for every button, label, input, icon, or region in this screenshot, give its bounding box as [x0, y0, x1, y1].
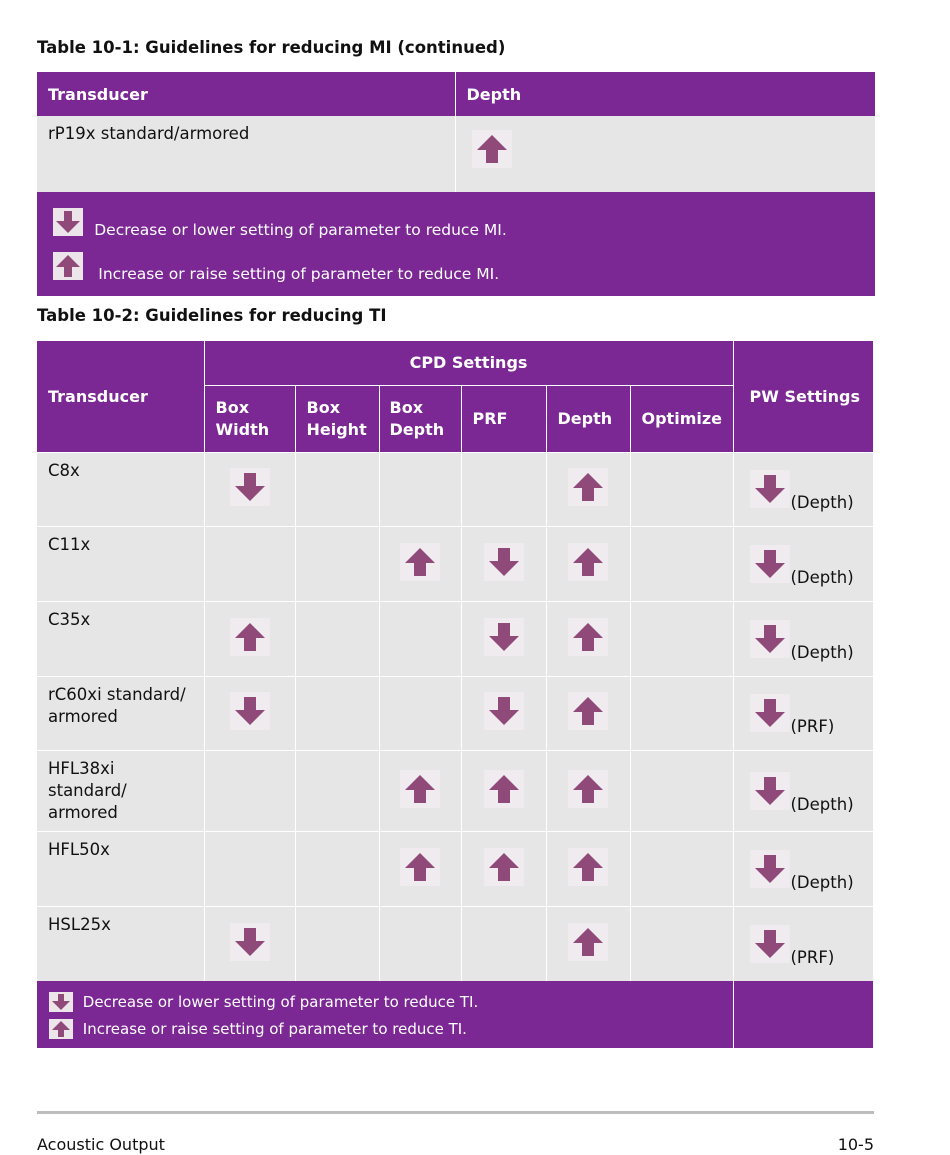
table2-header-depth: Depth: [546, 385, 630, 452]
table1-cell-transducer: rP19x standard/armored: [37, 116, 455, 192]
pw-settings-cell: [733, 601, 873, 676]
up-arrow-icon: [568, 848, 608, 886]
prf-cell: [461, 751, 546, 832]
depth-cell: [546, 832, 630, 907]
box-depth-cell: [379, 676, 461, 751]
transducer-cell: C11x: [37, 527, 204, 602]
table1-header-transducer: Transducer: [37, 72, 455, 116]
box-height-cell: [295, 452, 379, 527]
up-arrow-icon: [230, 618, 270, 656]
depth-cell: [546, 676, 630, 751]
pw-note: (Depth): [790, 493, 854, 513]
box-depth-cell: [379, 601, 461, 676]
up-arrow-icon: [400, 848, 440, 886]
optimize-cell: [630, 452, 733, 527]
up-arrow-icon: [484, 848, 524, 886]
depth-cell: [546, 751, 630, 832]
optimize-cell: [630, 527, 733, 602]
up-arrow-icon: [400, 543, 440, 581]
table-row: [37, 751, 873, 832]
box-width-cell: [204, 676, 295, 751]
table1-caption: Table 10-1: Guidelines for reducing MI (continued): [37, 38, 506, 57]
pw-settings-cell: [733, 906, 873, 981]
depth-cell: [546, 601, 630, 676]
box-width-cell: [204, 906, 295, 981]
depth-cell: [546, 906, 630, 981]
table2-header-pw-settings: PW Settings: [733, 341, 873, 452]
down-arrow-icon: [230, 468, 270, 506]
pw-note: (Depth): [790, 795, 854, 815]
depth-cell: [546, 527, 630, 602]
box-depth-cell: [379, 751, 461, 832]
table2: [37, 341, 873, 1048]
up-arrow-icon: [568, 923, 608, 961]
table2-legend: [37, 981, 733, 1048]
pw-note: (Depth): [790, 642, 854, 662]
box-width-cell: [204, 832, 295, 907]
down-arrow-icon: [750, 620, 790, 658]
down-arrow-icon: [484, 543, 524, 581]
pw-settings-cell: [733, 751, 873, 832]
table2-header-box-height: Box Height: [295, 385, 379, 452]
optimize-cell: [630, 832, 733, 907]
table2-legend-increase: Increase or raise setting of parameter to reduce TI.: [82, 1019, 467, 1038]
down-arrow-icon: [49, 992, 73, 1012]
table2-header-box-width: Box Width: [204, 385, 295, 452]
up-arrow-icon: [53, 252, 83, 280]
prf-cell: [461, 832, 546, 907]
up-arrow-icon: [484, 770, 524, 808]
table2-legend-decrease: Decrease or lower setting of parameter to reduce TI.: [82, 992, 479, 1011]
pw-settings-cell: [733, 452, 873, 527]
down-arrow-icon: [230, 692, 270, 730]
table2-header-box-depth: Box Depth: [379, 385, 461, 452]
depth-cell: [546, 452, 630, 527]
table1-legend-increase: Increase or raise setting of parameter to reduce MI.: [98, 264, 500, 283]
transducer-cell: C8x: [37, 452, 204, 527]
footer-page-number: 10-5: [837, 1135, 874, 1154]
box-height-cell: [295, 676, 379, 751]
down-arrow-icon: [230, 923, 270, 961]
table-row: [37, 832, 873, 907]
transducer-cell: HSL25x: [37, 906, 204, 981]
box-depth-cell: [379, 452, 461, 527]
box-width-cell: [204, 751, 295, 832]
optimize-cell: [630, 906, 733, 981]
box-height-cell: [295, 601, 379, 676]
table-row: [37, 601, 873, 676]
pw-settings-cell: [733, 832, 873, 907]
footer-divider: [37, 1111, 874, 1114]
box-height-cell: [295, 751, 379, 832]
pw-note: (Depth): [790, 568, 854, 588]
up-arrow-icon: [568, 692, 608, 730]
table-row: [37, 906, 873, 981]
table-row: [37, 676, 873, 751]
table-row: [37, 452, 873, 527]
box-width-cell: [204, 527, 295, 602]
table2-header-optimize: Optimize: [630, 385, 733, 452]
box-height-cell: [295, 527, 379, 602]
box-depth-cell: [379, 832, 461, 907]
box-width-cell: [204, 601, 295, 676]
box-depth-cell: [379, 527, 461, 602]
down-arrow-icon: [750, 850, 790, 888]
transducer-cell: HFL38xi standard/ armored: [37, 751, 204, 832]
box-width-cell: [204, 452, 295, 527]
up-arrow-icon: [400, 770, 440, 808]
pw-settings-cell: [733, 527, 873, 602]
table1-legend: [37, 192, 875, 296]
down-arrow-icon: [750, 772, 790, 810]
optimize-cell: [630, 676, 733, 751]
optimize-cell: [630, 751, 733, 832]
pw-note: (Depth): [790, 873, 854, 893]
up-arrow-icon: [568, 770, 608, 808]
pw-note: (PRF): [790, 948, 835, 968]
down-arrow-icon: [484, 692, 524, 730]
optimize-cell: [630, 601, 733, 676]
table-row: [37, 527, 873, 602]
prf-cell: [461, 527, 546, 602]
transducer-cell: HFL50x: [37, 832, 204, 907]
footer-section: Acoustic Output: [37, 1135, 165, 1154]
prf-cell: [461, 676, 546, 751]
up-arrow-icon: [568, 543, 608, 581]
down-arrow-icon: [53, 208, 83, 236]
table2-header-cpd-settings: CPD Settings: [204, 341, 733, 385]
box-height-cell: [295, 832, 379, 907]
box-height-cell: [295, 906, 379, 981]
box-depth-cell: [379, 906, 461, 981]
table1-header-depth: Depth: [455, 72, 875, 116]
down-arrow-icon: [750, 694, 790, 732]
table1-legend-decrease: Decrease or lower setting of parameter to reduce MI.: [94, 220, 507, 239]
down-arrow-icon: [750, 925, 790, 963]
up-arrow-icon: [568, 468, 608, 506]
pw-note: (PRF): [790, 717, 835, 737]
transducer-cell: rC60xi standard/ armored: [37, 676, 204, 751]
prf-cell: [461, 601, 546, 676]
pw-settings-cell: [733, 676, 873, 751]
prf-cell: [461, 452, 546, 527]
down-arrow-icon: [484, 618, 524, 656]
prf-cell: [461, 906, 546, 981]
up-arrow-icon: [472, 130, 512, 168]
table2-header-transducer: Transducer: [37, 341, 204, 452]
table2-caption: Table 10-2: Guidelines for reducing TI: [37, 306, 387, 325]
table1: [37, 72, 875, 296]
transducer-cell: C35x: [37, 601, 204, 676]
table2-header-prf: PRF: [461, 385, 546, 452]
down-arrow-icon: [750, 545, 790, 583]
up-arrow-icon: [568, 618, 608, 656]
down-arrow-icon: [750, 470, 790, 508]
up-arrow-icon: [49, 1019, 73, 1039]
